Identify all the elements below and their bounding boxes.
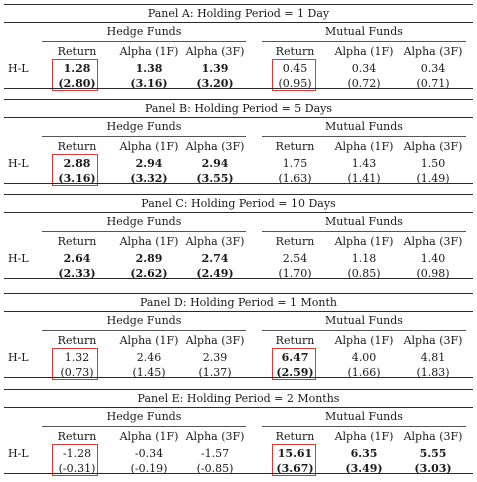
header-rule bbox=[4, 117, 473, 118]
column-header: Alpha (1F) bbox=[119, 235, 179, 248]
panel bbox=[0, 4, 477, 90]
mutual-funds-header: Mutual Funds bbox=[325, 410, 403, 423]
mutual-funds-underline bbox=[262, 41, 466, 42]
bottom-rule bbox=[4, 473, 473, 474]
column-header: Return bbox=[275, 140, 315, 153]
tstat-cell: (2.49) bbox=[196, 267, 234, 280]
column-header: Return bbox=[57, 334, 97, 347]
top-rule bbox=[4, 194, 473, 195]
highlight-box bbox=[272, 59, 316, 91]
top-rule bbox=[4, 293, 473, 294]
coefficient-cell: 1.18 bbox=[351, 252, 377, 265]
coefficient-cell: 2.64 bbox=[63, 252, 91, 265]
column-header: Alpha (3F) bbox=[403, 334, 463, 347]
coefficient-cell: 1.38 bbox=[135, 62, 163, 75]
coefficient-cell: -0.34 bbox=[134, 447, 164, 460]
highlight-box bbox=[272, 444, 316, 476]
panel-title: Panel D: Holding Period = 1 Month bbox=[139, 296, 338, 309]
column-header: Alpha (1F) bbox=[334, 45, 394, 58]
tstat-cell: (0.72) bbox=[347, 77, 381, 90]
coefficient-cell: 2.46 bbox=[136, 351, 162, 364]
coefficient-cell: 1.32 bbox=[64, 351, 90, 364]
tstat-cell: (1.45) bbox=[132, 366, 166, 379]
panel-title: Panel E: Holding Period = 2 Months bbox=[137, 392, 340, 405]
row-label: H-L bbox=[8, 157, 29, 170]
mutual-funds-header: Mutual Funds bbox=[325, 215, 403, 228]
hedge-funds-underline bbox=[42, 426, 246, 427]
column-header: Alpha (3F) bbox=[185, 140, 245, 153]
hedge-funds-underline bbox=[42, 231, 246, 232]
column-header: Alpha (3F) bbox=[185, 334, 245, 347]
row-label: H-L bbox=[8, 351, 29, 364]
coefficient-cell: 2.94 bbox=[201, 157, 229, 170]
column-header: Alpha (1F) bbox=[119, 140, 179, 153]
header-rule bbox=[4, 311, 473, 312]
mutual-funds-header: Mutual Funds bbox=[325, 120, 403, 133]
column-header: Alpha (3F) bbox=[403, 140, 463, 153]
hedge-funds-header: Hedge Funds bbox=[106, 410, 182, 423]
coefficient-cell: 1.75 bbox=[282, 157, 308, 170]
column-header: Return bbox=[275, 45, 315, 58]
coefficient-cell: 5.55 bbox=[419, 447, 447, 460]
column-header: Alpha (1F) bbox=[334, 334, 394, 347]
column-header: Alpha (3F) bbox=[185, 235, 245, 248]
tstat-cell: (3.16) bbox=[130, 77, 168, 90]
mutual-funds-header: Mutual Funds bbox=[325, 314, 403, 327]
column-header: Return bbox=[57, 430, 97, 443]
mutual-funds-underline bbox=[262, 231, 466, 232]
tstat-cell: (-0.31) bbox=[58, 462, 96, 475]
coefficient-cell: 1.43 bbox=[351, 157, 377, 170]
tstat-cell: (3.16) bbox=[58, 172, 96, 185]
highlight-box bbox=[52, 59, 98, 91]
hedge-funds-header: Hedge Funds bbox=[106, 120, 182, 133]
mutual-funds-underline bbox=[262, 426, 466, 427]
hedge-funds-underline bbox=[42, 41, 246, 42]
panel-title: Panel A: Holding Period = 1 Day bbox=[147, 7, 330, 20]
coefficient-cell: -1.57 bbox=[200, 447, 230, 460]
tstat-cell: (-0.85) bbox=[196, 462, 234, 475]
tstat-cell: (3.32) bbox=[130, 172, 168, 185]
tstat-cell: (3.20) bbox=[196, 77, 234, 90]
column-header: Alpha (1F) bbox=[119, 334, 179, 347]
coefficient-cell: 2.39 bbox=[202, 351, 228, 364]
coefficient-cell: 2.88 bbox=[63, 157, 91, 170]
coefficient-cell: 2.74 bbox=[201, 252, 229, 265]
row-label: H-L bbox=[8, 62, 29, 75]
bottom-rule bbox=[4, 278, 473, 279]
bottom-rule bbox=[4, 183, 473, 184]
tstat-cell: (0.95) bbox=[278, 77, 312, 90]
tstat-cell: (0.85) bbox=[347, 267, 381, 280]
coefficient-cell: 2.89 bbox=[135, 252, 163, 265]
column-header: Alpha (3F) bbox=[403, 430, 463, 443]
column-header: Alpha (1F) bbox=[119, 45, 179, 58]
column-header: Alpha (3F) bbox=[403, 235, 463, 248]
panel bbox=[0, 389, 477, 475]
column-header: Alpha (1F) bbox=[334, 430, 394, 443]
coefficient-cell: -1.28 bbox=[62, 447, 92, 460]
tstat-cell: (1.37) bbox=[198, 366, 232, 379]
tstat-cell: (2.80) bbox=[58, 77, 96, 90]
tstat-cell: (0.71) bbox=[416, 77, 450, 90]
column-header: Return bbox=[57, 235, 97, 248]
coefficient-cell: 1.39 bbox=[201, 62, 229, 75]
tstat-cell: (3.03) bbox=[414, 462, 452, 475]
tstat-cell: (1.63) bbox=[278, 172, 312, 185]
coefficient-cell: 15.61 bbox=[277, 447, 313, 460]
panel-title: Panel B: Holding Period = 5 Days bbox=[144, 102, 333, 115]
row-label: H-L bbox=[8, 447, 29, 460]
highlight-box bbox=[52, 348, 98, 380]
tstat-cell: (1.66) bbox=[347, 366, 381, 379]
mutual-funds-underline bbox=[262, 330, 466, 331]
column-header: Alpha (3F) bbox=[185, 430, 245, 443]
mutual-funds-header: Mutual Funds bbox=[325, 25, 403, 38]
hedge-funds-header: Hedge Funds bbox=[106, 314, 182, 327]
hedge-funds-header: Hedge Funds bbox=[106, 215, 182, 228]
coefficient-cell: 2.94 bbox=[135, 157, 163, 170]
column-header: Alpha (3F) bbox=[403, 45, 463, 58]
tstat-cell: (2.59) bbox=[276, 366, 314, 379]
column-header: Alpha (1F) bbox=[119, 430, 179, 443]
column-header: Alpha (1F) bbox=[334, 235, 394, 248]
coefficient-cell: 0.45 bbox=[282, 62, 308, 75]
tstat-cell: (-0.19) bbox=[130, 462, 168, 475]
bottom-rule bbox=[4, 88, 473, 89]
highlight-box bbox=[272, 348, 316, 380]
coefficient-cell: 4.81 bbox=[420, 351, 446, 364]
tstat-cell: (2.62) bbox=[130, 267, 168, 280]
tstat-cell: (1.70) bbox=[278, 267, 312, 280]
column-header: Return bbox=[57, 140, 97, 153]
coefficient-cell: 4.00 bbox=[351, 351, 377, 364]
coefficient-cell: 0.34 bbox=[420, 62, 446, 75]
hedge-funds-underline bbox=[42, 136, 246, 137]
tstat-cell: (3.55) bbox=[196, 172, 234, 185]
highlight-box bbox=[52, 444, 98, 476]
coefficient-cell: 1.50 bbox=[420, 157, 446, 170]
tstat-cell: (1.83) bbox=[416, 366, 450, 379]
column-header: Return bbox=[275, 430, 315, 443]
tstat-cell: (2.33) bbox=[58, 267, 96, 280]
hedge-funds-underline bbox=[42, 330, 246, 331]
bottom-rule bbox=[4, 377, 473, 378]
top-rule bbox=[4, 99, 473, 100]
top-rule bbox=[4, 389, 473, 390]
coefficient-cell: 0.34 bbox=[351, 62, 377, 75]
highlight-box bbox=[52, 154, 98, 186]
coefficient-cell: 1.28 bbox=[63, 62, 91, 75]
top-rule bbox=[4, 4, 473, 5]
panel-title: Panel C: Holding Period = 10 Days bbox=[141, 197, 336, 210]
coefficient-cell: 6.35 bbox=[350, 447, 378, 460]
tstat-cell: (3.49) bbox=[345, 462, 383, 475]
column-header: Alpha (3F) bbox=[185, 45, 245, 58]
tstat-cell: (1.49) bbox=[416, 172, 450, 185]
column-header: Alpha (1F) bbox=[334, 140, 394, 153]
coefficient-cell: 1.40 bbox=[420, 252, 446, 265]
row-label: H-L bbox=[8, 252, 29, 265]
panel bbox=[0, 194, 477, 280]
coefficient-cell: 2.54 bbox=[282, 252, 308, 265]
column-header: Return bbox=[275, 334, 315, 347]
header-rule bbox=[4, 22, 473, 23]
mutual-funds-underline bbox=[262, 136, 466, 137]
panel bbox=[0, 99, 477, 185]
header-rule bbox=[4, 212, 473, 213]
tstat-cell: (0.73) bbox=[60, 366, 94, 379]
column-header: Return bbox=[57, 45, 97, 58]
hedge-funds-header: Hedge Funds bbox=[106, 25, 182, 38]
tstat-cell: (3.67) bbox=[276, 462, 314, 475]
column-header: Return bbox=[275, 235, 315, 248]
tstat-cell: (1.41) bbox=[347, 172, 381, 185]
tstat-cell: (0.98) bbox=[416, 267, 450, 280]
coefficient-cell: 6.47 bbox=[281, 351, 309, 364]
header-rule bbox=[4, 407, 473, 408]
panel bbox=[0, 293, 477, 379]
